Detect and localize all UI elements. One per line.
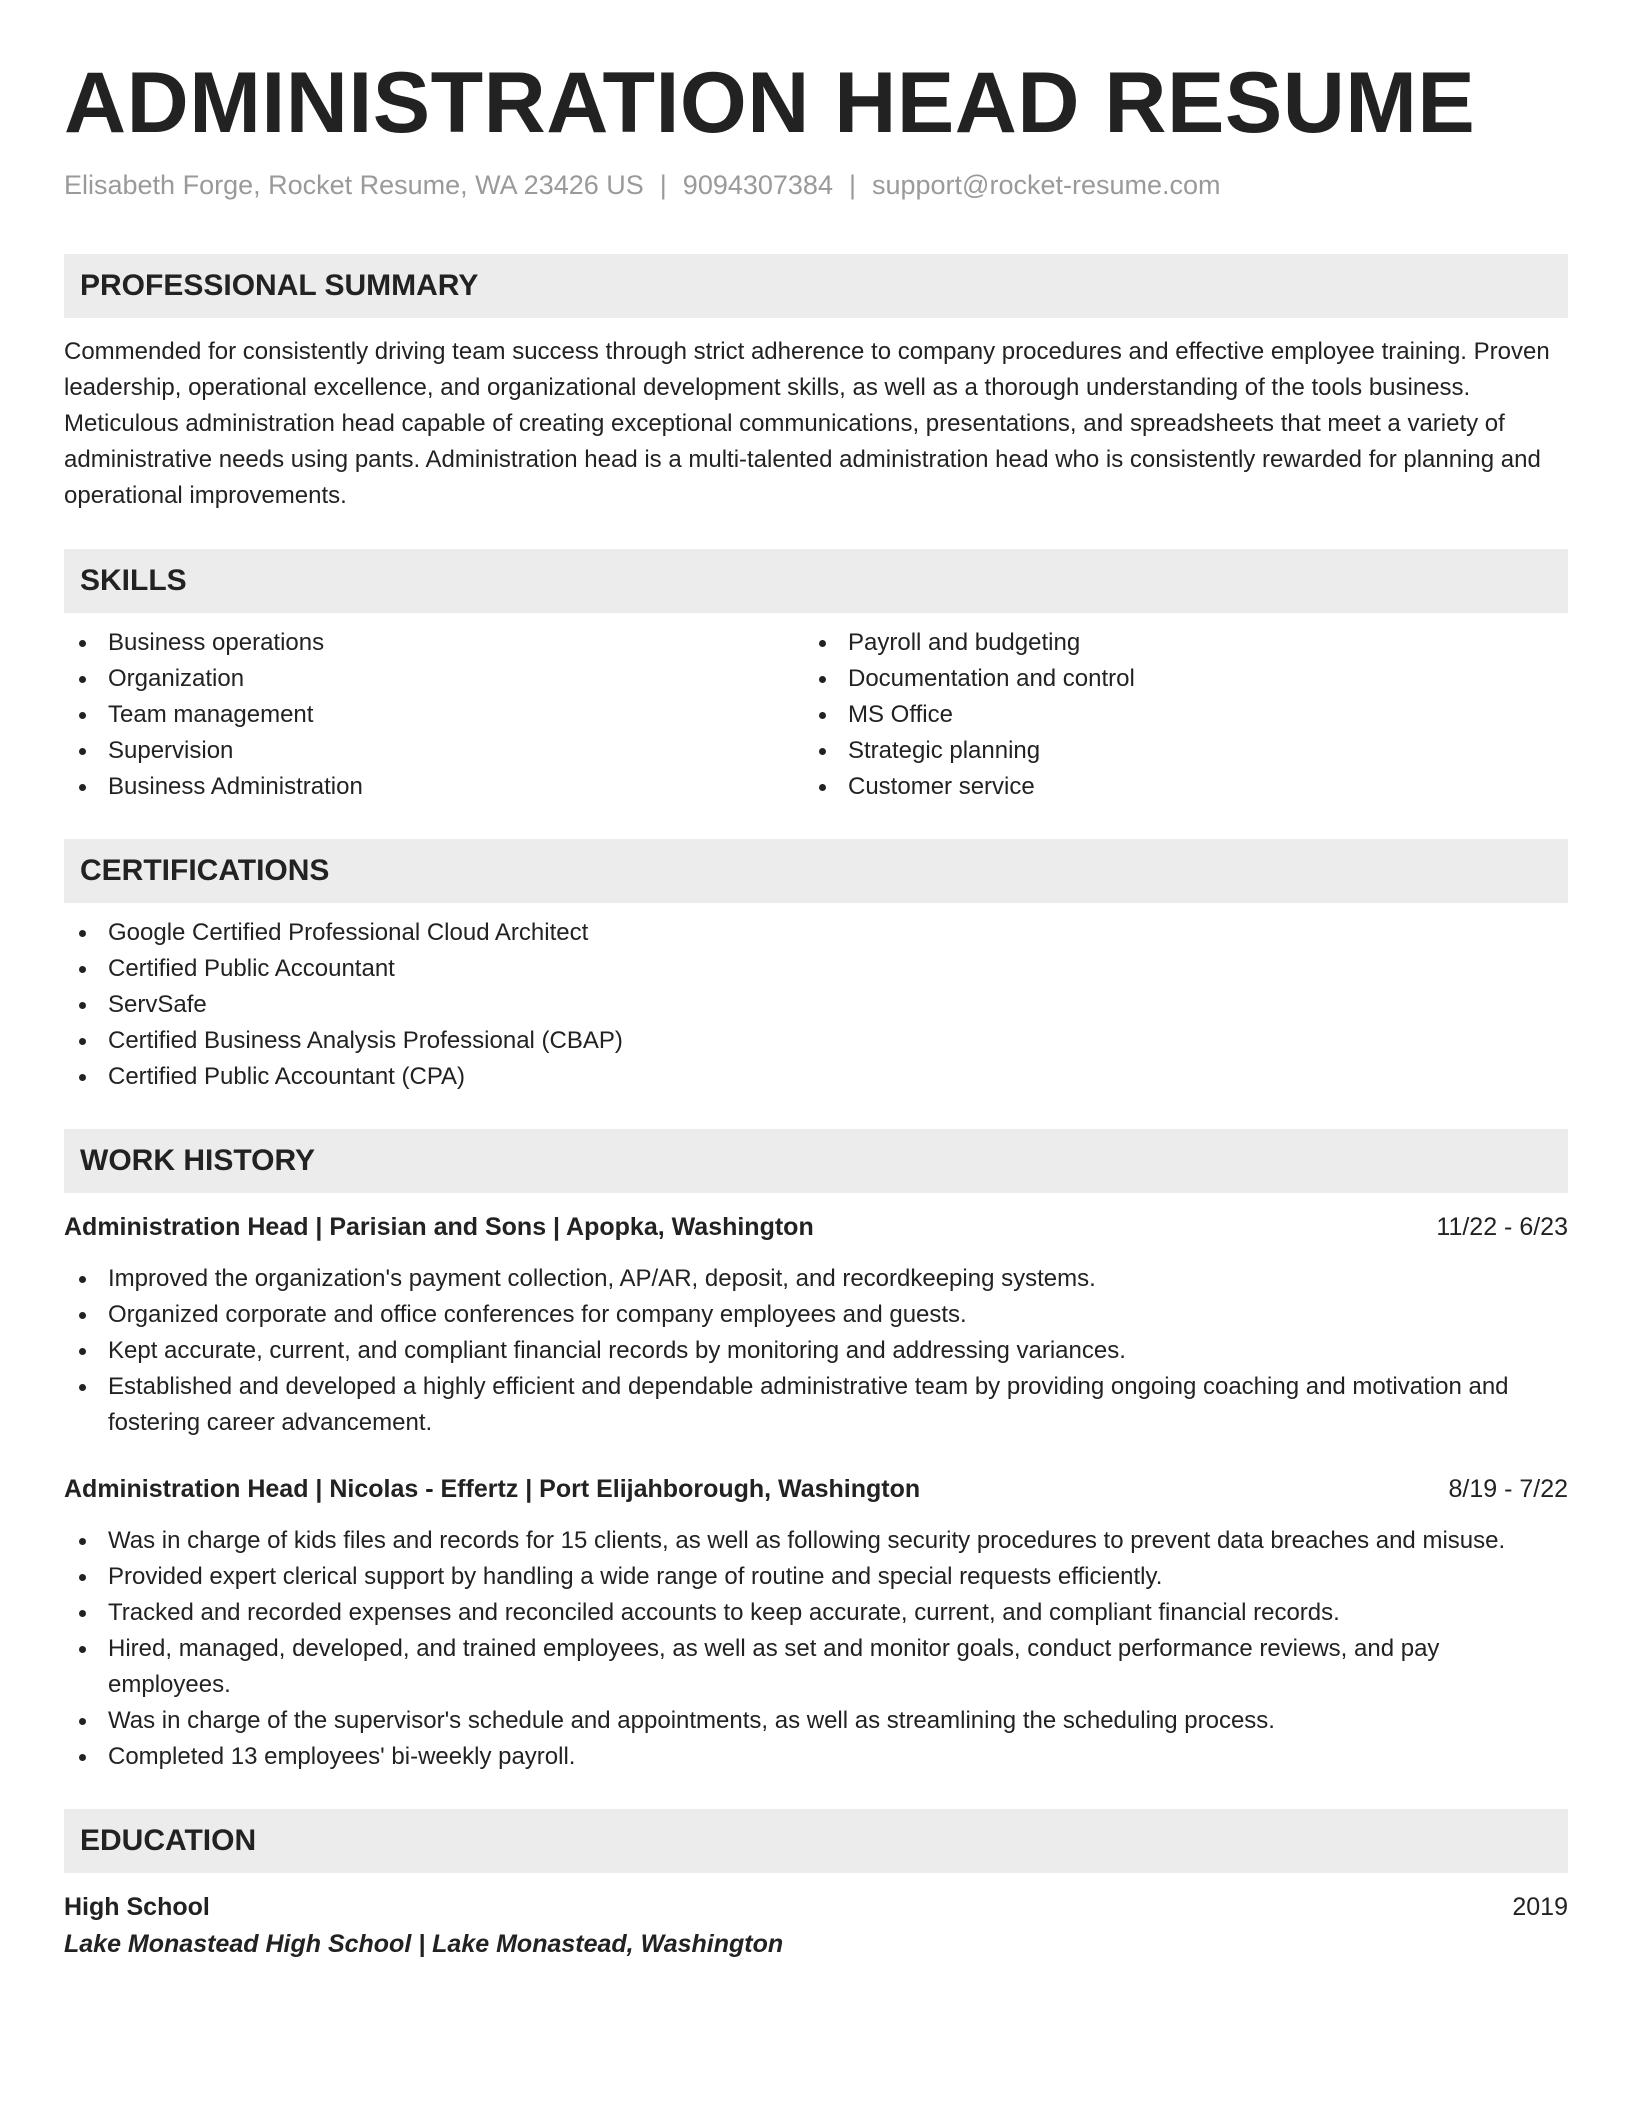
job-entry xyxy=(64,1471,1568,1775)
list-item: Business Administration xyxy=(64,769,804,805)
list-item: ServSafe xyxy=(64,987,1568,1023)
contact-separator: | xyxy=(848,170,856,201)
list-item: Certified Public Accountant xyxy=(64,951,1568,987)
list-item: Certified Public Accountant (CPA) xyxy=(64,1059,1568,1095)
job-title: Administration Head | Parisian and Sons | Apopka, Washington xyxy=(64,1213,814,1242)
list-item: Organized corporate and office conferences for company employees and guests. xyxy=(64,1297,1568,1333)
contact-line xyxy=(64,170,1568,201)
skills-column-left xyxy=(64,625,804,805)
job-header xyxy=(64,1471,1568,1507)
job-entry xyxy=(64,1209,1568,1441)
contact-separator: | xyxy=(659,170,667,201)
job-bullets xyxy=(64,1261,1568,1441)
section-heading-summary: PROFESSIONAL SUMMARY xyxy=(64,254,1568,318)
section-heading-certifications: CERTIFICATIONS xyxy=(64,839,1568,903)
contact-phone: 9094307384 xyxy=(682,170,833,201)
education-header xyxy=(64,1889,1568,1925)
education-entry xyxy=(64,1889,1568,1963)
section-heading-work-history: WORK HISTORY xyxy=(64,1129,1568,1193)
list-item: Strategic planning xyxy=(804,733,1544,769)
list-item: Hired, managed, developed, and trained employees, as well as set and monitor goals, conduct performance reviews, and pay employees. xyxy=(64,1631,1568,1703)
list-item: Certified Business Analysis Professional (CBAP) xyxy=(64,1023,1568,1059)
section-heading-education: EDUCATION xyxy=(64,1809,1568,1873)
list-item: Kept accurate, current, and compliant financial records by monitoring and addressing variances. xyxy=(64,1333,1568,1369)
list-item: MS Office xyxy=(804,697,1544,733)
list-item: Established and developed a highly efficient and dependable administrative team by providing ongoing coaching and motivation and fostering career advancement. xyxy=(64,1369,1568,1441)
list-item: Google Certified Professional Cloud Architect xyxy=(64,915,1568,951)
list-item: Organization xyxy=(64,661,804,697)
education-year: 2019 xyxy=(1512,1893,1568,1922)
resume-title: ADMINISTRATION HEAD RESUME xyxy=(64,55,1476,151)
education-degree: High School xyxy=(64,1893,210,1922)
list-item: Documentation and control xyxy=(804,661,1544,697)
list-item: Tracked and recorded expenses and reconciled accounts to keep accurate, current, and compliant financial records. xyxy=(64,1595,1568,1631)
list-item: Team management xyxy=(64,697,804,733)
job-dates: 11/22 - 6/23 xyxy=(1436,1213,1568,1242)
list-item: Completed 13 employees' bi-weekly payroll. xyxy=(64,1739,1568,1775)
list-item: Supervision xyxy=(64,733,804,769)
skills-list xyxy=(64,625,1568,805)
section-heading-skills: SKILLS xyxy=(64,549,1568,613)
list-item: Provided expert clerical support by handling a wide range of routine and special requests efficiently. xyxy=(64,1559,1568,1595)
education-school: Lake Monastead High School | Lake Monastead, Washington xyxy=(64,1930,784,1959)
job-title: Administration Head | Nicolas - Effertz | Port Elijahborough, Washington xyxy=(64,1475,921,1504)
list-item: Business operations xyxy=(64,625,804,661)
skills-column-right xyxy=(804,625,1544,805)
list-item: Payroll and budgeting xyxy=(804,625,1544,661)
list-item: Improved the organization's payment collection, AP/AR, deposit, and recordkeeping systems. xyxy=(64,1261,1568,1297)
job-header xyxy=(64,1209,1568,1245)
job-bullets xyxy=(64,1523,1568,1775)
list-item: Was in charge of the supervisor's schedule and appointments, as well as streamlining the scheduling process. xyxy=(64,1703,1568,1739)
list-item: Was in charge of kids files and records for 15 clients, as well as following security procedures to prevent data breaches and misuse. xyxy=(64,1523,1568,1559)
summary-text: Commended for consistently driving team success through strict adherence to company procedures and effective employee training. Proven leadership, operational excellence, and organizational development skills, as well as a thorough understanding of the tools business. Meticulous administration head capable of creating exceptional communications, presentations, and spreadsheets that meet a variety of administrative needs using pants. Administration head is a multi-talented administration head who is consistently rewarded for planning and operational improvements. xyxy=(64,338,1550,510)
contact-address: Elisabeth Forge, Rocket Resume, WA 23426 US xyxy=(64,170,644,201)
certifications-list xyxy=(64,915,1568,1095)
job-dates: 8/19 - 7/22 xyxy=(1448,1475,1568,1504)
list-item: Customer service xyxy=(804,769,1544,805)
contact-email: support@rocket-resume.com xyxy=(871,170,1221,201)
